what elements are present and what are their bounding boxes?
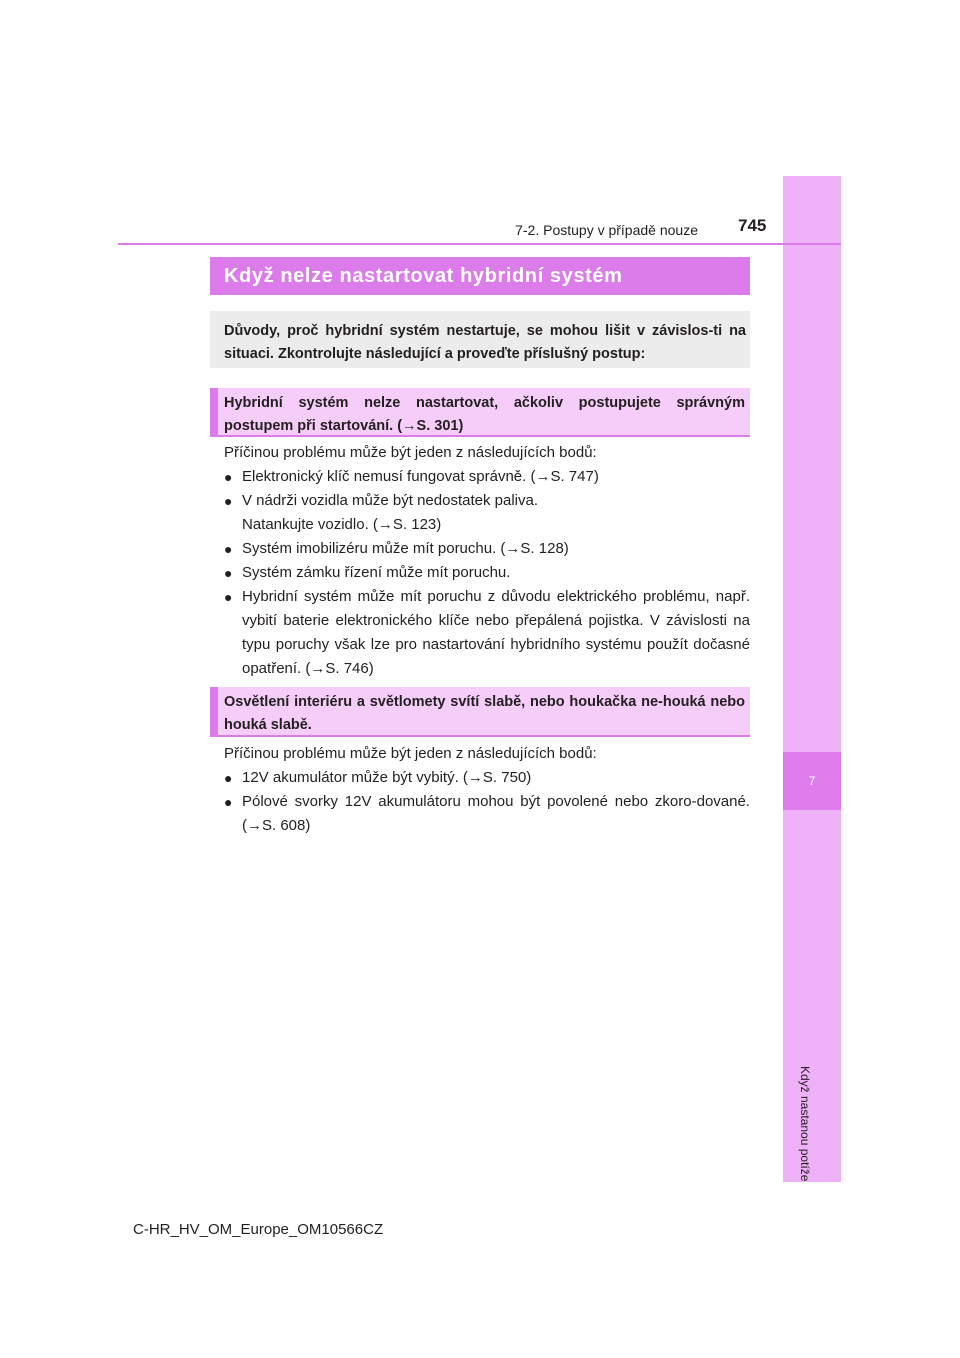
section-list-2: [224, 766, 750, 838]
page-number: 745: [738, 216, 767, 235]
chapter-number: 7: [783, 752, 841, 810]
intro-box: Důvody, proč hybridní systém nestartuje, se mohou lišit v závislos-ti na situaci. Zkontrolujte následující a proveďte příslušný postup:: [210, 311, 750, 368]
chapter-tab: [783, 176, 841, 1182]
list-item: ● V nádrži vozidla může být nedostatek paliva. Natankujte vozidlo. (→S. 123): [224, 489, 750, 537]
list-item: ● Systém imobilizéru může mít poruchu. (→S. 128): [224, 537, 750, 561]
header-divider: [118, 243, 841, 245]
section-title: 7-2. Postupy v případě nouze: [515, 222, 698, 238]
list-item: ● Hybridní systém může mít poruchu z důvodu elektrického problému, např. vybití baterie elektronického klíče nebo přepálená pojistka. V závislosti na typu poruchy však lze pro nastartování hybridního systému použít dočasné opatření. (→S. 746): [224, 585, 750, 681]
section-lead-1: Příčinou problému může být jeden z následujících bodů:: [224, 444, 597, 461]
list-item: ● Elektronický klíč nemusí fungovat správně. (→S. 747): [224, 465, 750, 489]
section-heading-2: Osvětlení interiéru a světlomety svítí slabě, nebo houkačka ne-houká nebo houká slabě.: [210, 687, 750, 737]
document-code: C-HR_HV_OM_Europe_OM10566CZ: [133, 1221, 384, 1238]
list-item: ● Pólové svorky 12V akumulátoru mohou být povolené nebo zkoro-dované. (→S. 608): [224, 790, 750, 838]
main-heading: Když nelze nastartovat hybridní systém: [210, 257, 750, 295]
section-lead-2: Příčinou problému může být jeden z následujících bodů:: [224, 745, 597, 762]
chapter-title: Když nastanou potíže: [798, 1066, 812, 1182]
list-item: ● Systém zámku řízení může mít poruchu.: [224, 561, 750, 585]
section-list-1: [224, 465, 750, 681]
list-item: ● 12V akumulátor může být vybitý. (→S. 750): [224, 766, 750, 790]
section-heading-1: Hybridní systém nelze nastartovat, ačkoliv postupujete správným postupem při startování. (→S. 301): [210, 388, 750, 437]
